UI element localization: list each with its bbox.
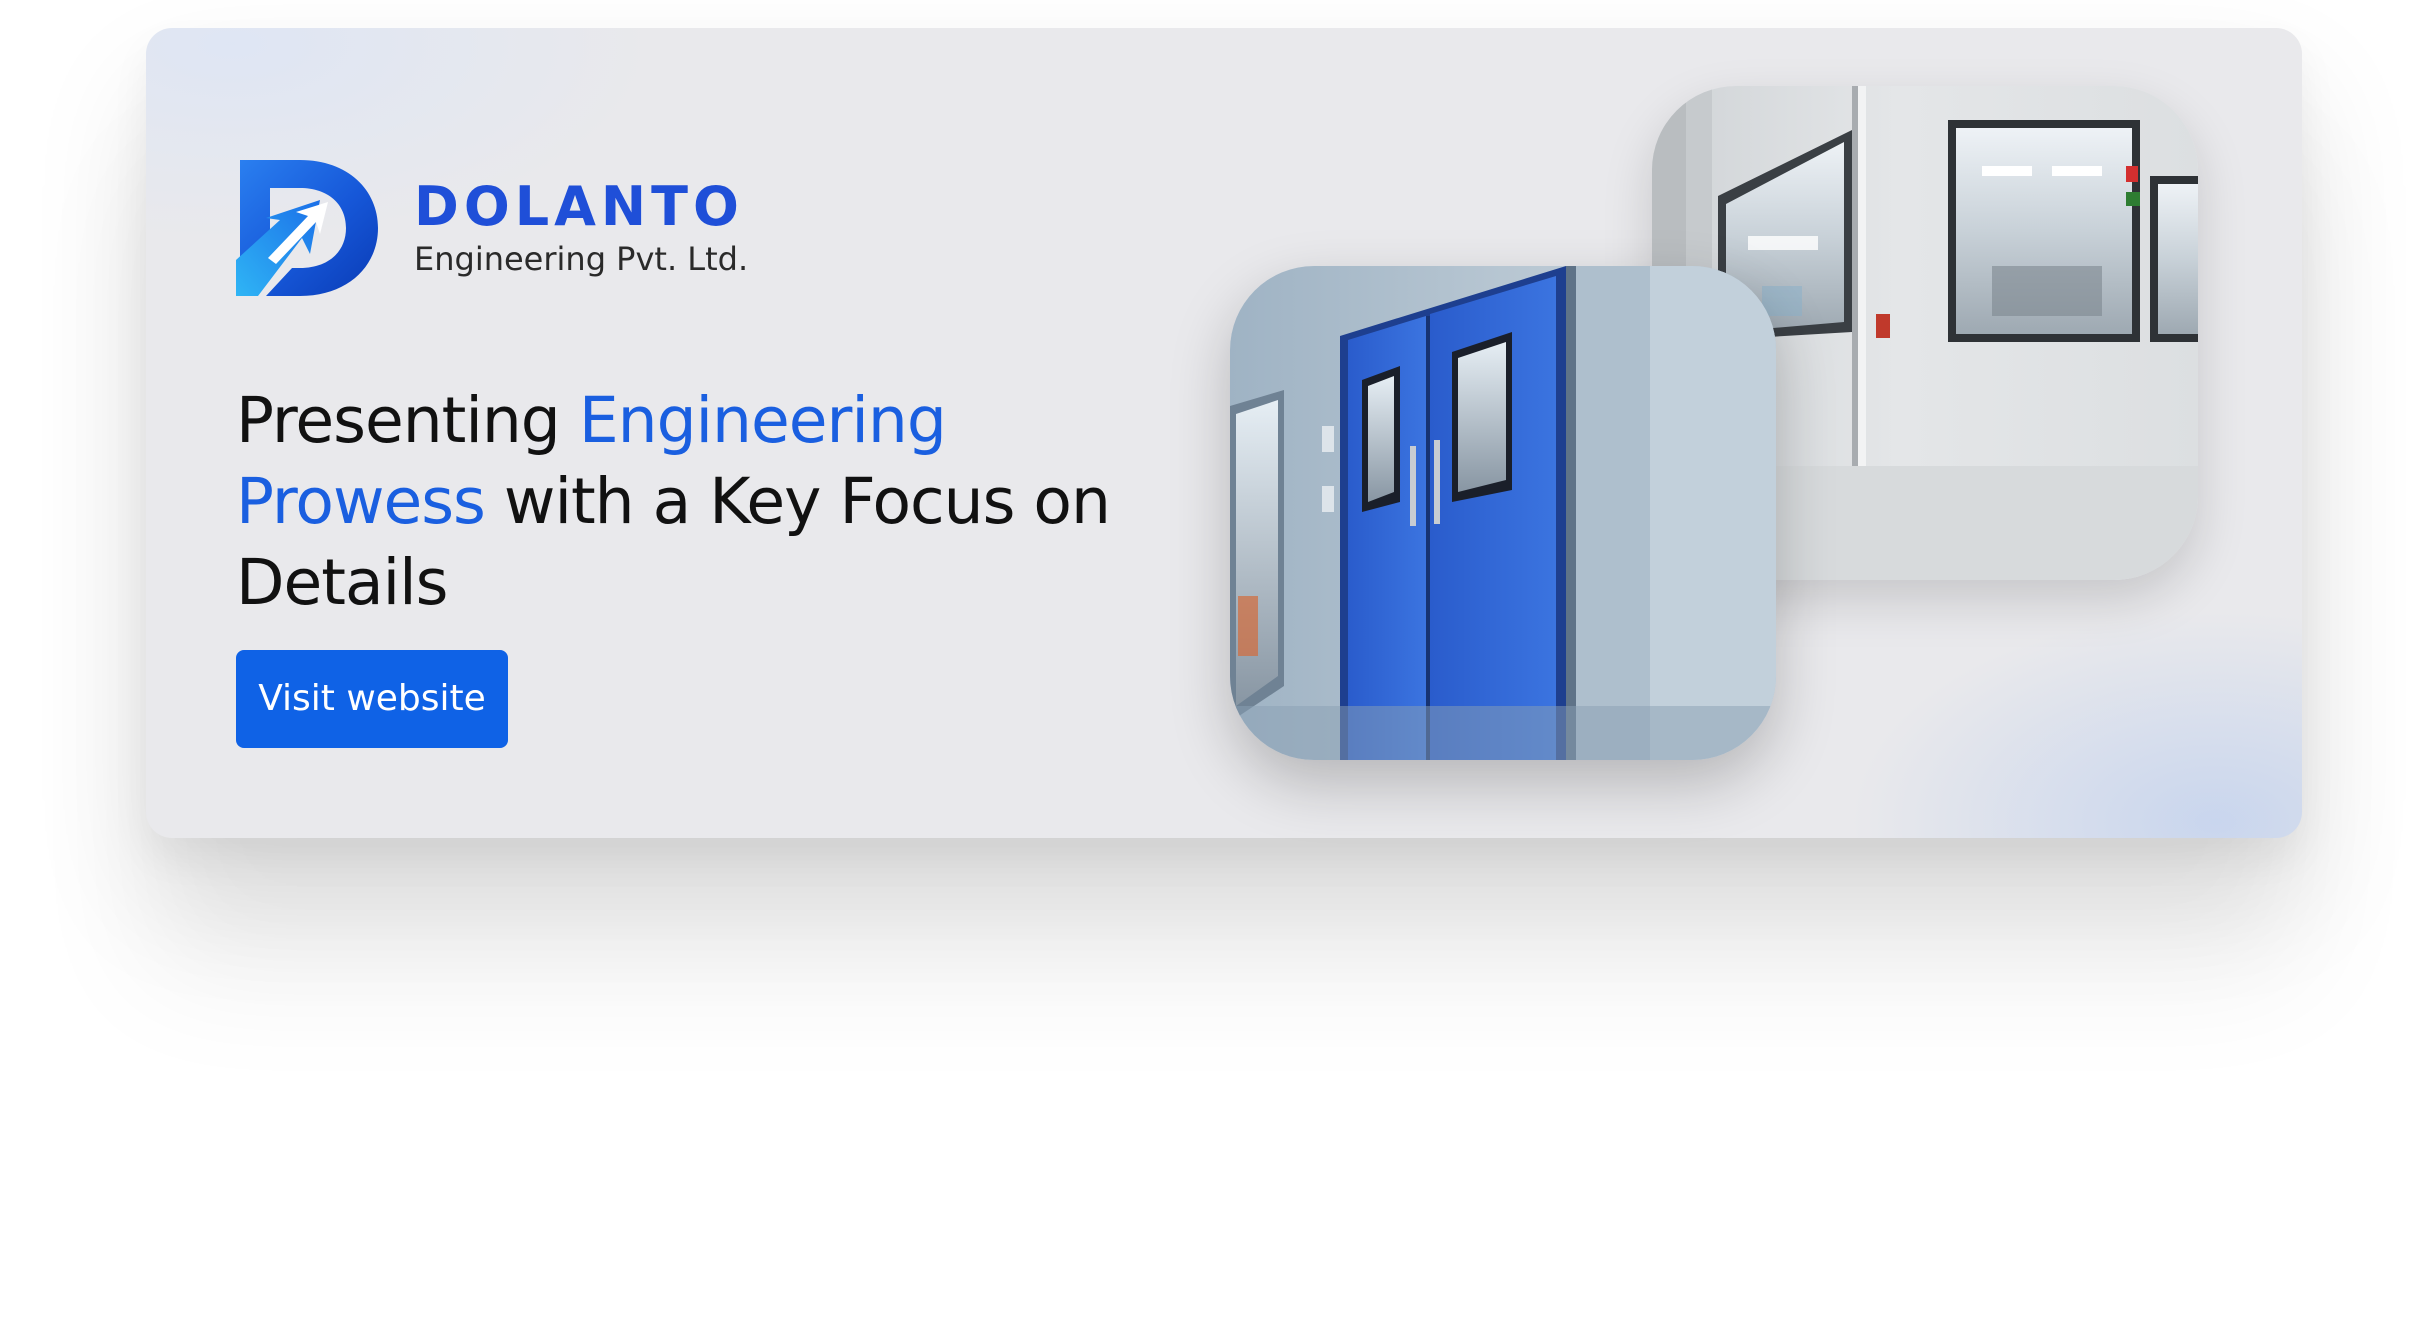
headline-accent: Engineering Prowess	[236, 384, 946, 538]
blue-doors-photo	[1230, 266, 1776, 760]
headline	[236, 380, 1136, 623]
headline-part2: with a Key Focus on Details	[236, 465, 1110, 619]
headline-part1: Presenting	[236, 384, 579, 457]
dolanto-logo-icon	[236, 160, 378, 296]
brand-name: DOLANTO	[414, 175, 744, 238]
company-logo[interactable]	[236, 160, 748, 296]
visit-website-button[interactable]: Visit website	[236, 650, 508, 748]
brand-subtitle: Engineering Pvt. Ltd.	[414, 240, 749, 278]
logo-text	[414, 177, 748, 279]
promo-banner-card	[146, 28, 2302, 838]
blue-doors-image	[1230, 266, 1776, 760]
